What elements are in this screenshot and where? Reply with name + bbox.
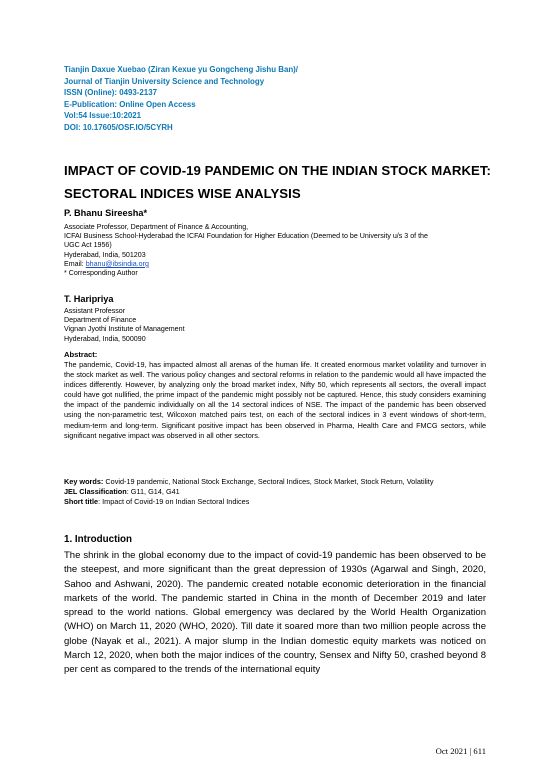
journal-line: Tianjin Daxue Xuebao (Ziran Kexue yu Gongcheng Jishu Ban)/ — [64, 65, 298, 74]
email-label: Email: — [64, 259, 86, 268]
author-affiliation — [64, 307, 494, 344]
jel-text: : G11, G14, G41 — [126, 487, 180, 497]
affiliation-line: UGC Act 1956) — [64, 241, 112, 250]
affiliation-line: ICFAI Business School-Hyderabad the ICFAI Foundation for Higher Education (Deemed to be University u/s 3 of the — [64, 232, 428, 241]
author-affiliation — [64, 223, 494, 278]
journal-header — [64, 64, 494, 134]
short-title-label: Short title — [64, 497, 99, 507]
keywords-text: Covid-19 pandemic, National Stock Exchange, Sectoral Indices, Stock Market, Stock Return, Volatility — [103, 477, 434, 486]
section-heading: 1. Introduction — [64, 534, 133, 545]
abstract-text: The pandemic, Covid-19, has impacted almost all arenas of the human life. It created enormous market volatility and turnover in the stock market as well. The various policy changes and sectoral reforms in relation to the pandemic would all have impacted the indices differently. However, by analyzing only the broad market index, Nifty 50, which represents all sectors, the overall impact could have got nullified, the prime impact of the pandemic might possibly not be captured. Hence, this study considers examining the impact of the pandemic individually on all the 14 sectoral indices of NSE. The impact of the pandemic has been observed using the non-parametric test, Wilcoxon matched pairs test, on each of the sectoral indices in 3 event windows of short-term, medium-term and long-term. Significant positive impact has been observed in Pharma, Health Care and FMCG sectors, while significant negative impact was observed in all other sectors. — [64, 360, 486, 440]
affiliation-line: Vignan Jyothi Institute of Management — [64, 325, 185, 334]
affiliation-line: Hyderabad, India, 501203 — [64, 250, 146, 259]
short-title-text: : Impact of Covid-19 on Indian Sectoral Indices — [98, 497, 250, 507]
keywords-line — [64, 477, 486, 487]
email-link[interactable]: bhanu@ibsindia.org — [85, 259, 149, 268]
journal-line: E-Publication: Online Open Access — [64, 99, 196, 109]
author-name: T. Haripriya — [64, 294, 114, 304]
jel-label: JEL Classification — [64, 487, 127, 497]
affiliation-line: Department of Finance — [64, 316, 137, 325]
affiliation-line: Assistant Professor — [64, 307, 126, 315]
journal-line: ISSN (Online): 0493-2137 — [64, 88, 157, 98]
paper-title — [64, 160, 504, 205]
abstract-heading: Abstract: — [64, 350, 98, 359]
journal-line: Vol:54 Issue:10:2021 — [64, 111, 142, 121]
title-line: IMPACT OF COVID-19 PANDEMIC ON THE INDIAN STOCK MARKET: — [64, 163, 491, 178]
page-footer: Oct 2021 | 611 — [435, 746, 486, 756]
keywords-block — [64, 477, 486, 507]
affiliation-line: Associate Professor, Department of Finance & Accounting, — [64, 223, 249, 231]
jel-line — [64, 487, 486, 497]
author-name: P. Bhanu Sireesha* — [64, 208, 148, 218]
email-line — [64, 260, 494, 269]
keywords-label: Key words: — [64, 477, 104, 486]
introduction-text: The shrink in the global economy due to the impact of covid-19 pandemic has been observed to be the steepest, and more significant than the great depression of 1930s (Agarwal and Singh, 2020, Sahoo and Ashwani, 2020). The pandemic created notable economic deterioration in the financial markets of the world. The pandemic started in China in the month of December 2019 and later spread to the world nations. Global emergency was declared by the World Health Organization (WHO) on March 11, 2020 (WHO, 2020). Till date it soared more than two million people across the globe (Nayak et al., 2021). A major slump in the Indian domestic equity markets was noticed on March 12, 2020, when both the major indices of the country, Sensex and Nifty 50, crashed beyond 8 per cent as compared to the trends of the international equity — [64, 550, 486, 676]
journal-line: Journal of Tianjin University Science and Technology — [64, 76, 265, 86]
affiliation-line: Hyderabad, India, 500090 — [64, 334, 146, 343]
short-title-line — [64, 497, 486, 507]
title-line: SECTORAL INDICES WISE ANALYSIS — [64, 185, 301, 201]
journal-line: DOI: 10.17605/OSF.IO/5CYRH — [64, 122, 173, 132]
corresponding-note: * Corresponding Author — [64, 269, 138, 278]
